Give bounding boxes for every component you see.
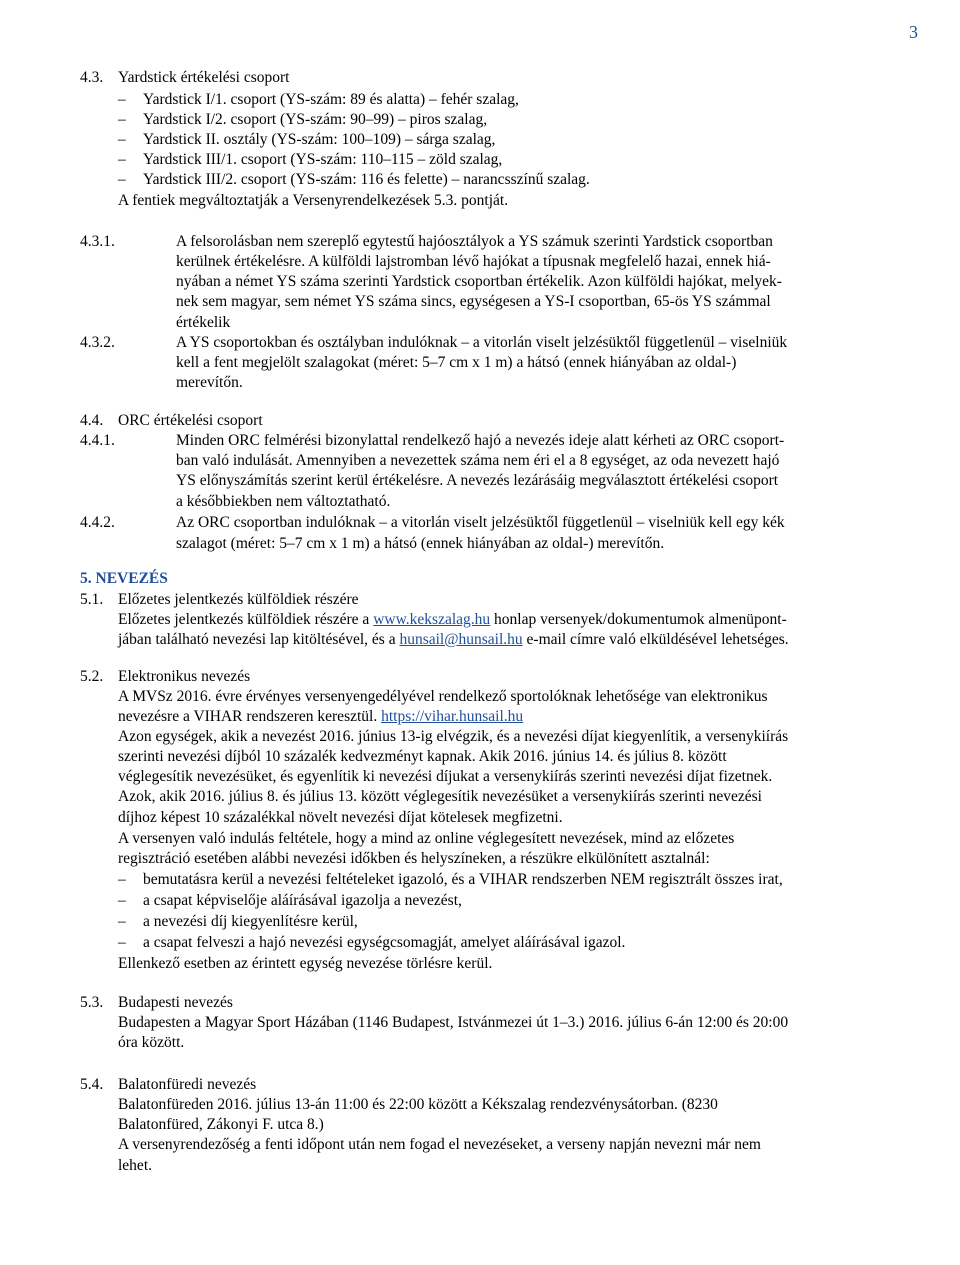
paragraph-line: díjhoz képest 10 százalékkal növelt nevezési díjat kötelesek megfizetni.	[118, 809, 563, 826]
paragraph-line: nyában a német YS száma szerinti Yardstick csoportban értékelik. Azon külföldi hajókat, melyek-	[176, 273, 782, 290]
section-4-3-title: Yardstick értékelési csoport	[118, 69, 290, 86]
list-item: a csapat felveszi a hajó nevezési egységcsomagját, amelyet aláírásával igazol.	[143, 934, 626, 951]
paragraph-line: Az ORC csoportban indulóknak – a vitorlán viselt jelzésüktől függetlenül – viselniük kell egy kék	[176, 514, 785, 531]
dash-bullet: –	[118, 91, 126, 108]
paragraph-line: a későbbiekben nem változtatható.	[176, 493, 391, 510]
paragraph-line: Budapesten a Magyar Sport Házában (1146 Budapest, Istvánmezei út 1–3.) 2016. július 6-án 12:00 és 20:00	[118, 1014, 789, 1031]
paragraph-line: regisztráció esetében alábbi nevezési időkben és helyszíneken, a részükre elkülönített asztalnál:	[118, 850, 710, 867]
text-span: e-mail címre való elküldésével lehetséges.	[522, 631, 789, 648]
section-5-2-number: 5.2.	[80, 668, 104, 685]
dash-bullet: –	[118, 151, 126, 168]
paragraph-line: véglegesítik nevezésüket, és egyenlítik ki nevezési díjukat a versenykiírás szerinti nevezési díjat fizetnek.	[118, 768, 773, 785]
text-span: nevezésre a VIHAR rendszeren keresztül.	[118, 708, 382, 725]
text-span: honlap versenyek/dokumentumok almenüpont-	[490, 611, 787, 628]
section-4-3-note: A fentiek megváltoztatják a Versenyrendelkezések 5.3. pontját.	[118, 192, 509, 209]
section-5-3-title: Budapesti nevezés	[118, 994, 233, 1011]
section-5-1-title: Előzetes jelentkezés külföldiek részére	[118, 591, 359, 608]
paragraph-line: A felsorolásban nem szereplő egytestű hajóosztályok a YS számuk szerinti Yardstick csoportban	[176, 233, 773, 250]
list-item: a nevezési díj kiegyenlítésre kerül,	[143, 913, 358, 930]
text-span: Előzetes jelentkezés külföldiek részére a	[118, 611, 374, 628]
paragraph-line: A versenyen való indulás feltétele, hogy a mind az online véglegesített nevezések, mind az előzetes	[118, 830, 735, 847]
section-5-3-number: 5.3.	[80, 994, 104, 1011]
paragraph-line: A YS csoportokban és osztályban indulóknak – a vitorlán viselt jelzésüktől függetlenül – viselniük	[176, 334, 788, 351]
paragraph-line: kerülnek értékelésre. A külföldi lajstromban lévő hajókat a típusnak megfelelő hazai, ennek hiá-	[176, 253, 771, 270]
paragraph-line: YS előnyszámítás szerint kerül értékelésre. A nevezés lezárásáig megválasztott értékelési csoport	[176, 472, 779, 489]
dash-bullet: –	[118, 913, 126, 930]
list-item: Yardstick III/2. csoport (YS-szám: 116 és felette) – narancsszínű szalag.	[143, 171, 590, 188]
paragraph-line: kell a fent megjelölt szalagokat (méret: 5–7 cm x 1 m) a hátsó (ennek hiányában az oldal-)	[176, 354, 737, 371]
text-span: jában található nevezési lap kitöltésével, és a	[118, 631, 400, 648]
list-item: Yardstick III/1. csoport (YS-szám: 110–115 – zöld szalag,	[143, 151, 503, 168]
paragraph-line: Balatonfüred, Zákonyi F. utca 8.)	[118, 1116, 324, 1133]
paragraph-line: A MVSz 2016. évre érvényes versenyengedélyével rendelkező sportolóknak lehetősége van elektronikus	[118, 688, 768, 705]
paragraph-line	[118, 610, 787, 630]
paragraph-line: Balatonfüreden 2016. július 13-án 11:00 és 22:00 között a Kékszalag rendezvénysátorban. (8230	[118, 1096, 718, 1113]
list-item: Yardstick I/2. csoport (YS-szám: 90–99) – piros szalag,	[143, 111, 488, 128]
kekszalag-link[interactable]: www.kekszalag.hu	[373, 611, 491, 628]
paragraph-line: nek sem magyar, sem német YS száma sincs, egységesen a YS-I csoportban, 65-ös YS számmal	[176, 293, 771, 310]
paragraph-4-4-2-number: 4.4.2.	[80, 514, 115, 531]
paragraph-line: lehet.	[118, 1157, 152, 1174]
paragraph-line: merevítőn.	[176, 374, 243, 391]
section-5-1-number: 5.1.	[80, 591, 104, 608]
dash-bullet: –	[118, 171, 126, 188]
dash-bullet: –	[118, 892, 126, 909]
list-item: a csapat képviselője aláírásával igazolja a nevezést,	[143, 892, 462, 909]
paragraph-line: Minden ORC felmérési bizonylattal rendelkező hajó a nevezés ideje alatt kérheti az ORC csoport-	[176, 432, 785, 449]
paragraph-line: óra között.	[118, 1034, 185, 1051]
section-4-4-number: 4.4.	[80, 412, 104, 429]
dash-bullet: –	[118, 934, 126, 951]
paragraph-line: Azon egységek, akik a nevezést 2016. június 13-ig elvégzik, és a nevezési díjat kiegyenlítik, a versenykiírás	[118, 728, 789, 745]
hunsail-email-link[interactable]: hunsail@hunsail.hu	[399, 631, 523, 648]
paragraph-line: szalagot (méret: 5–7 cm x 1 m) a hátsó (ennek hiányában az oldal-) merevítőn.	[176, 535, 665, 552]
vihar-link[interactable]: https://vihar.hunsail.hu	[381, 708, 524, 725]
dash-bullet: –	[118, 871, 126, 888]
paragraph-4-4-1-number: 4.4.1.	[80, 432, 115, 449]
section-5-heading: 5. NEVEZÉS	[80, 570, 168, 587]
list-item: bemutatásra kerül a nevezési feltételeket igazoló, és a VIHAR rendszerben NEM regisztrált összes irat,	[143, 871, 783, 888]
paragraph-line: Ellenkező esetben az érintett egység nevezése törlésre kerül.	[118, 955, 493, 972]
paragraph-line: Azok, akik 2016. július 8. és július 13. között véglegesítik nevezésüket a versenykiírás szerinti nevezési	[118, 788, 762, 805]
paragraph-line: értékelik	[176, 314, 231, 331]
paragraph-4-3-2-number: 4.3.2.	[80, 334, 115, 351]
dash-bullet: –	[118, 111, 126, 128]
section-5-2-title: Elektronikus nevezés	[118, 668, 251, 685]
section-5-4-number: 5.4.	[80, 1076, 104, 1093]
paragraph-line: A versenyrendezőség a fenti időpont után nem fogad el nevezéseket, a verseny napján nevezni már nem	[118, 1136, 761, 1153]
section-5-4-title: Balatonfüredi nevezés	[118, 1076, 257, 1093]
section-4-3-number: 4.3.	[80, 69, 104, 86]
paragraph-line	[118, 707, 523, 727]
list-item: Yardstick I/1. csoport (YS-szám: 89 és alatta) – fehér szalag,	[143, 91, 519, 108]
paragraph-line: szerinti nevezési díjból 10 százalék kedvezményt kapnak. Akik 2016. június 14. és július 8. között	[118, 748, 727, 765]
paragraph-line: ban való indulását. Amennyiben a nevezettek száma nem éri el a 8 egységet, az oda nevezett hajó	[176, 452, 780, 469]
section-4-4-title: ORC értékelési csoport	[118, 412, 263, 429]
dash-bullet: –	[118, 131, 126, 148]
paragraph-4-3-1-number: 4.3.1.	[80, 233, 115, 250]
paragraph-line	[118, 630, 789, 650]
list-item: Yardstick II. osztály (YS-szám: 100–109) – sárga szalag,	[143, 131, 496, 148]
page-number: 3	[909, 22, 918, 42]
